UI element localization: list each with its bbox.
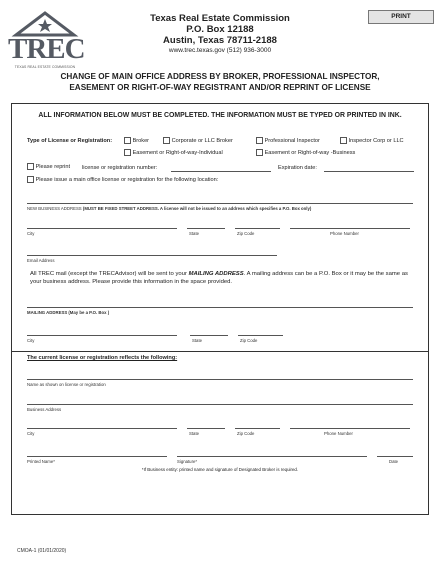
- current-section-heading: The current license or registration reflects the following:: [27, 355, 178, 361]
- phone-field-3[interactable]: [290, 428, 410, 429]
- printed-name-label: Printed Name*: [27, 459, 55, 464]
- name-label: Name as shown on license or registration: [27, 382, 106, 387]
- inspector-checkbox[interactable]: [256, 137, 263, 144]
- business-address-field[interactable]: [27, 203, 413, 204]
- option-corp-broker-label: Corporate or LLC Broker: [171, 137, 233, 144]
- state-field-1[interactable]: [187, 228, 225, 229]
- issue-row[interactable]: [27, 176, 218, 183]
- mailing-paragraph-end: . A mailing address can be a P.O. Box or it may be the same as your business address. Please provide this information in the space provided.: [30, 271, 408, 285]
- city-field-2[interactable]: [27, 335, 177, 336]
- reprint-number-label: license or registration number:: [82, 165, 158, 171]
- form-title-line2: EASEMENT OR RIGHT-OF-WAY REGISTRANT AND/OR REPRINT OF LICENSE: [69, 83, 371, 92]
- business-label: Business Address: [27, 407, 62, 412]
- agency-contact: www.trec.texas.gov (512) 936-3000: [168, 47, 272, 54]
- mailing-paragraph-start: All TREC mail (except the TRECAdvisor) will be sent to your: [30, 271, 189, 277]
- license-type-label: Type of License or Registration:: [27, 138, 113, 144]
- form-frame: [11, 103, 429, 515]
- easement-individual-checkbox[interactable]: [124, 149, 131, 156]
- city-field-1[interactable]: [27, 228, 177, 229]
- easement-business-checkbox[interactable]: [256, 149, 263, 156]
- business-field[interactable]: [27, 404, 413, 405]
- mailing-paragraph-emphasis: MAILING ADDRESS: [188, 271, 244, 277]
- broker-checkbox[interactable]: [124, 137, 131, 144]
- option-easement-individual[interactable]: [124, 149, 223, 156]
- print-button[interactable]: PRINT: [368, 10, 434, 24]
- city-label-3: City: [27, 431, 35, 436]
- trec-logo: [8, 9, 85, 69]
- form-id: CMOA-1 (01/01/2020): [17, 548, 67, 554]
- printed-name-field[interactable]: [27, 456, 167, 457]
- phone-label-1: Phone Number: [330, 231, 359, 236]
- zip-field-1[interactable]: [235, 228, 280, 229]
- phone-label-3: Phone Number: [324, 431, 353, 436]
- mailing-paragraph: [30, 270, 410, 286]
- date-label: Date: [389, 459, 399, 464]
- option-broker[interactable]: [124, 137, 149, 144]
- form-title-line1: CHANGE OF MAIN OFFICE ADDRESS BY BROKER, PROFESSIONAL INSPECTOR,: [60, 72, 380, 81]
- mailing-address-field[interactable]: [27, 307, 413, 308]
- city-label-1: City: [27, 231, 35, 236]
- agency-city: Austin, Texas 78711-2188: [163, 35, 277, 46]
- signature-field[interactable]: [177, 456, 367, 457]
- form-title: [20, 71, 420, 93]
- state-field-2[interactable]: [190, 335, 228, 336]
- logo-subtitle: TEXAS REAL ESTATE COMMISSION: [14, 65, 76, 69]
- option-inspector[interactable]: [256, 137, 320, 144]
- reprint-row[interactable]: [27, 163, 70, 170]
- zip-label-1: Zip Code: [237, 231, 255, 236]
- inspector-corp-checkbox[interactable]: [340, 137, 347, 144]
- entity-note: *If Business entity: printed name and signature of Designated Broker is required.: [141, 467, 299, 472]
- option-easement-business-label: Easement or Right-of-way -Business: [264, 149, 356, 156]
- issue-label: Please issue a main office license or registration for the following location:: [35, 176, 219, 183]
- email-label: Email Address: [27, 258, 55, 263]
- option-easement-individual-label: Easement or Right-of-way-Individual: [132, 149, 223, 156]
- business-address-note: (MUST BE FIXED STREET ADDRESS. A license will not be issued to an address which specifies a P.O. Box only): [82, 206, 312, 211]
- zip-label-2: Zip Code: [240, 338, 258, 343]
- reprint-checkbox[interactable]: [27, 163, 34, 170]
- city-label-2: City: [27, 338, 35, 343]
- option-corp-broker[interactable]: [163, 137, 233, 144]
- instructions-text: ALL INFORMATION BELOW MUST BE COMPLETED. THE INFORMATION MUST BE TYPED OR PRINTED IN INK.: [38, 112, 402, 119]
- state-label-2: State: [192, 338, 203, 343]
- agency-po-box: P.O. Box 12188: [186, 24, 254, 35]
- option-inspector-label: Professional Inspector: [264, 137, 320, 144]
- signature-label: Signature*: [177, 459, 198, 464]
- date-field[interactable]: [377, 456, 413, 457]
- option-easement-business[interactable]: [256, 149, 355, 156]
- email-field[interactable]: [27, 255, 277, 256]
- business-address-title: NEW BUSINESS ADDRESS: [27, 206, 82, 211]
- state-field-3[interactable]: [187, 428, 225, 429]
- option-inspector-corp[interactable]: [340, 137, 404, 144]
- zip-label-3: Zip Code: [237, 431, 255, 436]
- phone-field-1[interactable]: [290, 228, 410, 229]
- expiration-label: Expiration date:: [278, 165, 317, 171]
- section-divider: [11, 351, 429, 352]
- state-label-1: State: [189, 231, 200, 236]
- reprint-label: Please reprint: [35, 163, 71, 170]
- name-field[interactable]: [27, 379, 413, 380]
- logo-wordmark: TREC: [8, 33, 85, 65]
- agency-header: [120, 13, 320, 56]
- agency-name: Texas Real Estate Commission: [150, 13, 290, 24]
- option-inspector-corp-label: Inspector Corp or LLC: [348, 137, 404, 144]
- issue-checkbox[interactable]: [27, 176, 34, 183]
- mailing-address-label: MAILING ADDRESS (May be a P.O. Box ): [27, 310, 110, 315]
- zip-field-3[interactable]: [235, 428, 280, 429]
- reprint-number-field[interactable]: [171, 171, 271, 172]
- zip-field-2[interactable]: [238, 335, 283, 336]
- city-field-3[interactable]: [27, 428, 177, 429]
- corp-broker-checkbox[interactable]: [163, 137, 170, 144]
- state-label-3: State: [189, 431, 200, 436]
- expiration-date-field[interactable]: [324, 171, 414, 172]
- business-address-label: [27, 206, 311, 211]
- option-broker-label: Broker: [132, 137, 150, 144]
